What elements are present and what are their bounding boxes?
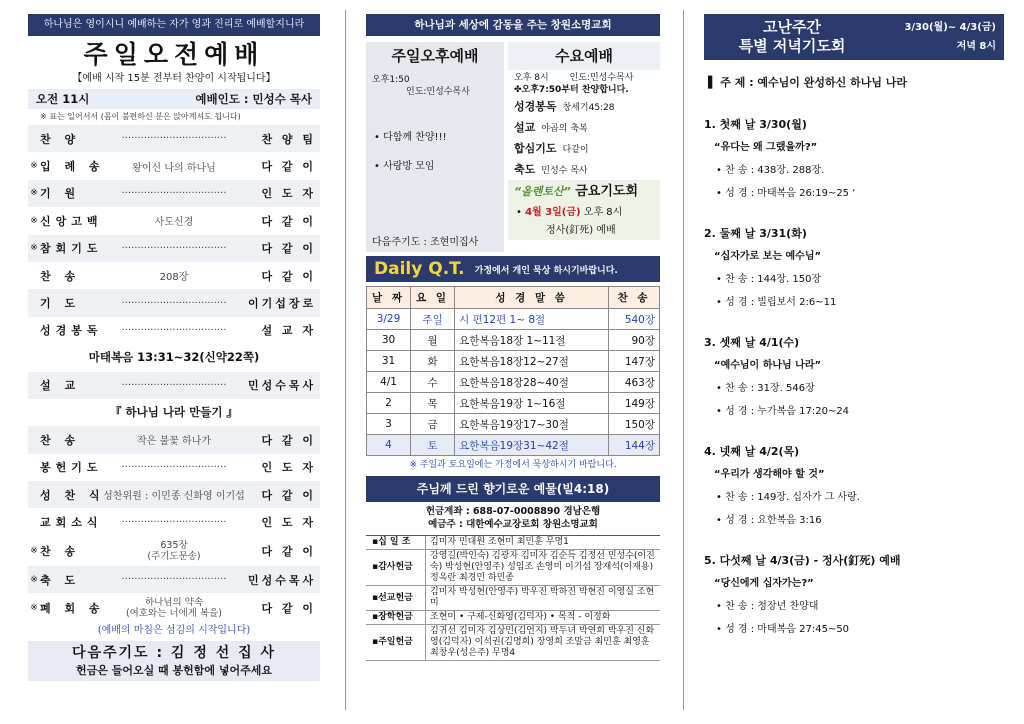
offering-row: ▪십 일 조 김미자 민대원 조현미 최민훈 무명1 bbox=[366, 536, 660, 550]
day-hymn: • 찬 송 : 31장. 546장 bbox=[716, 383, 815, 394]
holy-week-title: 고난주간 bbox=[763, 18, 821, 36]
holy-week-days bbox=[704, 116, 1004, 635]
day-hymn: • 찬 송 : 149장. 십자가 그 사랑. bbox=[716, 492, 860, 503]
order-item: 찬 송 작은 불꽃 하나가 다 같 이 bbox=[28, 426, 320, 453]
offering-header: 주님께 드린 향기로운 예물(빌4:18) bbox=[366, 476, 660, 502]
wednesday-title: 수요예배 bbox=[508, 42, 660, 70]
sermon-title: 『 하나님 나라 만들기 』 bbox=[110, 404, 238, 419]
order-item: ※ 기 원 ································· 인 도 자 bbox=[28, 180, 320, 207]
order-item: 성경봉독 ································· 설 교 자 bbox=[40, 324, 316, 338]
afternoon-next-prayer: 다음주기도 : 조현미집사 bbox=[372, 237, 479, 248]
worship-order-2 bbox=[28, 426, 320, 536]
day-scripture: • 성 경 : 요한복음 3:16 bbox=[716, 515, 822, 526]
offering-row: ▪주일헌금 김귀선 김미자 김상민(김언지) 박두녀 박연희 박우진 신화영(김덕자) 이석권(김명희) 장영희 조말금 최민훈 최영훈 최창우(성은주) 무명4 bbox=[366, 625, 660, 661]
wednesday-order bbox=[508, 96, 660, 180]
order-item: ※ 참회기도 ································· 다 같 이 bbox=[28, 235, 320, 262]
table-row: 3/29 주일 시 편12편 1~ 8절 540장 bbox=[367, 309, 660, 330]
column-divider bbox=[345, 10, 346, 710]
scripture-reference: 마태복음 13:31~32(신약22쪽) bbox=[88, 350, 260, 365]
dot-leader: ································· bbox=[121, 379, 227, 391]
service-leader: 예배인도 : 민성수 목사 bbox=[195, 92, 312, 106]
table-row: 3 금 요한복음19장17~30절 150장 bbox=[367, 414, 660, 435]
offering-note: 헌금은 들어오실 때 봉헌함에 넣어주세요 bbox=[76, 664, 272, 678]
order-item: 기 도 ································· 이기섭장로 bbox=[28, 289, 320, 316]
prayer-day bbox=[704, 552, 1004, 635]
day-scripture: • 성 경 : 마태복음 27:45~50 bbox=[716, 624, 850, 635]
daily-qt-header: Daily Q.T. 가정에서 개인 묵상 하시기바랍니다. bbox=[366, 256, 660, 282]
order-item-blessing: ※ 축 도 ································· 민성수목사 bbox=[28, 566, 320, 593]
time-leader-bar bbox=[28, 89, 320, 109]
wednesday-order-item: 성경봉독 창세기45:28 bbox=[514, 100, 615, 113]
table-row: 4/1 수 요한복음18장28~40절 463장 bbox=[367, 372, 660, 393]
order-item-dismissal: ※ 폐 회 송 하나님의 약속 (여호와는 너에게 복을) 다 같 이 bbox=[30, 597, 316, 620]
prayer-day bbox=[704, 116, 1004, 199]
day-heading: 5. 다섯째 날 4/3(금) - 정사(釘死) 예배 bbox=[704, 554, 901, 567]
bank-account: 헌금계좌 : 688-07-0008890 경남은행 bbox=[425, 506, 601, 517]
day-scripture: • 성 경 : 누가복음 17:20~24 bbox=[716, 406, 850, 417]
qt-footnote: ※ 주일과 토요일에는 가정에서 묵상하시기 바랍니다. bbox=[409, 460, 617, 470]
dot-leader: ································· bbox=[121, 133, 227, 145]
order-item: 찬 양 ································· 찬 양 팀 bbox=[28, 125, 320, 152]
day-heading: 2. 둘째 날 3/31(화) bbox=[704, 227, 807, 240]
order-item: 봉헌기도 ································· 인 도 자 bbox=[40, 461, 316, 475]
day-title: “십자가로 보는 예수님” bbox=[714, 251, 822, 262]
order-item: ※ 신앙고백 사도신경 다 같 이 bbox=[30, 214, 316, 229]
day-scripture: • 성 경 : 빌립보서 2:6~11 bbox=[716, 297, 837, 308]
qt-column-header: 찬 송 bbox=[609, 287, 660, 309]
table-row: 2 목 요한복음19장 1~16절 149장 bbox=[367, 393, 660, 414]
holy-week-theme: ▌ 주 제 : 예수님이 완성하신 하나님 나라 bbox=[708, 76, 908, 89]
next-prayer-box bbox=[28, 641, 320, 681]
worship-order bbox=[28, 125, 320, 344]
scripture-banner: 하나님은 영이시니 예배하는 자가 영과 진리로 예배할지니라 bbox=[28, 14, 320, 36]
table-row: 31 화 요한복음18장12~27절 147장 bbox=[367, 351, 660, 372]
daily-qt-table bbox=[366, 286, 660, 456]
holy-week-subtitle: 특별 저녁기도회 bbox=[738, 37, 846, 55]
morning-service-column bbox=[28, 14, 320, 681]
table-row: 30 월 요한복음18장 1~11절 90장 bbox=[367, 330, 660, 351]
wednesday-order-item: 축도 민성수 목사 bbox=[514, 163, 588, 176]
day-scripture: • 성 경 : 마태복음 26:19~25 ‘ bbox=[716, 188, 856, 199]
holy-week-dates: 3/30(월)~ 4/3(금) bbox=[904, 22, 996, 33]
order-item: 찬 송 208장 다 같 이 bbox=[40, 269, 316, 284]
day-heading: 3. 셋째 날 4/1(수) bbox=[704, 336, 800, 349]
afternoon-service: 주일오후예배 오후1:50 인도:민성수목사 • 다함께 찬양!!! • 사랑방 모임 다음주기도 : 조현미집사 bbox=[366, 42, 504, 252]
dot-leader: ································· bbox=[121, 297, 227, 309]
day-hymn: • 찬 송 : 144장. 150장 bbox=[716, 274, 822, 285]
prayer-day bbox=[704, 443, 1004, 526]
afternoon-title: 주일오후예배 bbox=[366, 42, 504, 70]
services-grid bbox=[366, 42, 660, 252]
dot-leader: ································· bbox=[121, 242, 227, 254]
dot-leader: ································· bbox=[121, 461, 227, 473]
offering-row: ▪선교헌금 김미자 박성현(안영주) 박우진 박하진 박현진 이영실 조현미 bbox=[366, 586, 660, 611]
day-title: “당신에게 십자가는?” bbox=[714, 578, 814, 589]
day-hymn: • 찬 송 : 438장. 288장. bbox=[716, 165, 825, 176]
qt-column-header: 요 일 bbox=[411, 287, 455, 309]
qt-column-header: 날 짜 bbox=[367, 287, 411, 309]
church-banner: 하나님과 세상에 감동을 주는 창원소명교회 bbox=[366, 14, 660, 36]
account-holder: 예금주 : 대한예수교장로회 창원소명교회 bbox=[428, 519, 598, 530]
closing-note: (예배의 마침은 섬김의 시작입니다) bbox=[97, 625, 251, 637]
afternoon-column bbox=[366, 14, 660, 661]
wednesday-service: 수요예배 오후 8시 인도:민성수목사 ✤오후7:50부터 찬양합니다. 성경봉독 창세기45:28 설교 야곱의 축복 합심기도 다같이 축도 민성수 목사 “올렌토산” 금요기도회 • 4월 3일(금) 오후 8시 정사(釘死) 예배 bbox=[508, 42, 660, 252]
offering-row: ▪장학헌금 조현미 • 구제-신화영(김덕자) • 목적 - 이정화 bbox=[366, 611, 660, 625]
order-item: 교회소식 ································· 인 도 자 bbox=[40, 516, 316, 530]
offering-row: ▪감사헌금 강영길(박인숙) 김광자 김미자 김순득 김정선 민성수(이진숙) 박성현(안영주) 성임조 손영미 이기섭 장재석(이재용) 정옥란 최경민 하민종 bbox=[366, 550, 660, 586]
dot-leader: ································· bbox=[121, 324, 227, 336]
wednesday-order-item: 설교 야곱의 축복 bbox=[514, 121, 588, 134]
service-subtitle: 【예배 시작 15분 전부터 찬양이 시작됩니다】 bbox=[72, 73, 276, 84]
prayer-day bbox=[704, 334, 1004, 417]
service-time: 오전 11시 bbox=[36, 92, 90, 106]
dot-leader: ································· bbox=[121, 187, 227, 199]
prayer-day bbox=[704, 225, 1004, 308]
dot-leader: ································· bbox=[121, 574, 227, 586]
column-divider bbox=[683, 10, 684, 710]
order-item: ※ 입 례 송 왕이신 나의 하나님 다 같 이 bbox=[30, 160, 316, 174]
friday-prayer-title: “올렌토산” 금요기도회 bbox=[508, 180, 660, 204]
standing-note: ※ 표는 일어서서 (몸이 불편하신 분은 앉아계셔도 됩니다) bbox=[40, 112, 241, 121]
holy-week-column bbox=[704, 14, 1004, 635]
order-item: 성 찬 식 성찬위원 : 이민종 신화영 이기섭 다 같 이 bbox=[28, 481, 320, 508]
day-hymn: • 찬 송 : 청장년 찬양대 bbox=[716, 601, 819, 612]
day-title: “우리가 생각해야 할 것” bbox=[714, 469, 825, 480]
table-row: 4 토 요한복음19장31~42절 144장 bbox=[367, 435, 660, 456]
day-title: “예수님이 하나님 나라” bbox=[714, 360, 822, 371]
holy-week-time: 저녁 8시 bbox=[956, 41, 996, 52]
day-title: “유다는 왜 그랬을까?” bbox=[714, 142, 818, 153]
wednesday-order-item: 합심기도 다같이 bbox=[514, 142, 589, 155]
holy-week-header bbox=[704, 14, 1004, 60]
next-prayer: 다음주기도 : 김 정 선 집 사 bbox=[71, 645, 277, 662]
day-heading: 4. 넷째 날 4/2(목) bbox=[704, 445, 800, 458]
page-title: 주일오전예배 bbox=[83, 40, 265, 69]
day-heading: 1. 첫째 날 3/30(월) bbox=[704, 118, 807, 131]
offering-list bbox=[366, 535, 660, 661]
qt-column-header: 성 경 말 씀 bbox=[455, 287, 609, 309]
dot-leader: ································· bbox=[121, 516, 227, 528]
order-item-sermon: 설 교 ································· 민성수목사 bbox=[28, 372, 320, 399]
order-item-final-hymn: ※ 찬 송 635장 (주기도문송) 다 같 이 bbox=[30, 539, 316, 562]
